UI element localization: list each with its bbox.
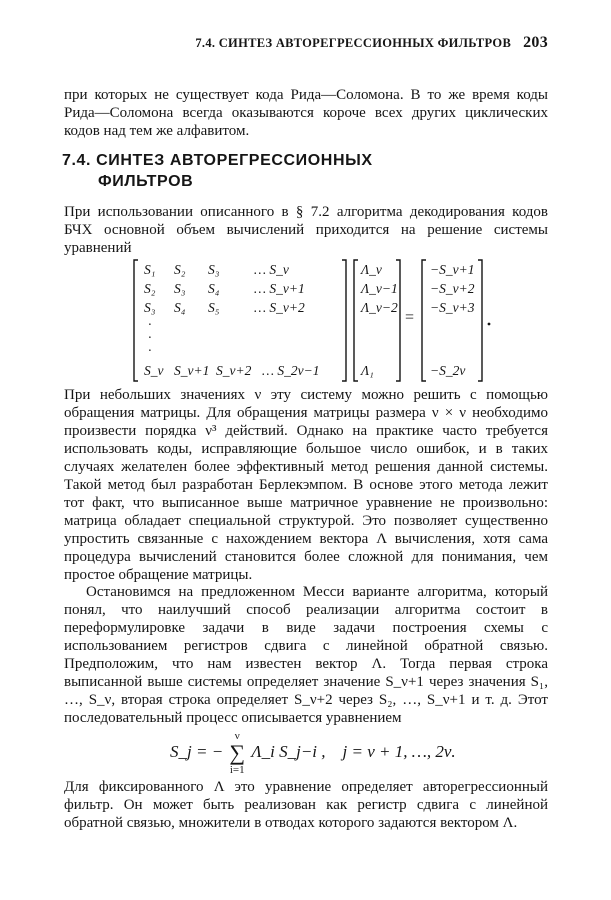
matrix-dot: · [148,330,152,345]
intro-paragraph: при которых не существует кода Рида—Соломона. В то же время коды Рида—Соломона всегда оказываются короче всех других циклических кодов над тем же алфавитом. [64,87,548,139]
matrix-cell: S_ν+1 [174,363,210,378]
lambda-entry: Λ_ν−2 [361,300,398,315]
matrix-cell: S₃ [208,262,220,277]
matrix-cell: S₅ [208,300,220,315]
sum-symbol: ν ∑ i=1 [229,730,246,776]
period-dot [488,323,491,326]
matrix-cell: … S_2ν−1 [262,363,320,378]
paragraph-1: При использовании описанного в § 7.2 алгоритма декодирования кодов БЧХ основной объем вычислений приходится на решение системы уравнений [64,204,548,256]
section-title-line2: ФИЛЬТРОВ [98,173,194,190]
paragraph-4: Для фиксированного Λ это уравнение определяет авторегрессионный фильтр. Он может быть реализован как регистр сдвига с линейной обратной связью, множители в отводах которого задаются вектором Λ. [64,779,548,831]
equation-range: j = ν + 1, …, 2ν. [342,741,456,761]
lambda-entry: Λ_ν [361,262,382,277]
page-number: 203 [523,34,548,51]
autoregression-equation [170,730,456,776]
matrix-cell: S₁ [144,262,156,277]
section-title-line1: СИНТЕЗ АВТОРЕГРЕССИОННЫХ [96,152,373,169]
matrix-cell: S₂ [174,262,186,277]
matrix-cell: S₄ [174,300,186,315]
matrix-cell: … S_ν [254,262,289,277]
rhs-entry: −S_ν+2 [430,281,475,296]
section-number: 7.4. [62,152,92,169]
lambda-entry: Λ₁ [361,363,374,378]
lambda-entry: Λ_ν−1 [361,281,398,296]
equation-body: Λ_i S_j−i , [251,741,326,761]
rhs-entry: −S_2ν [430,363,466,378]
matrix-cell: S₃ [144,300,156,315]
section-heading [62,150,373,192]
running-head-title: 7.4. СИНТЕЗ АВТОРЕГРЕССИОННЫХ ФИЛЬТРОВ [195,36,512,50]
matrix-cell: S_ν [144,363,164,378]
paragraph-3: Остановимся на предложенном Месси варианте алгоритма, который понял, что наилучший способ реализации алгоритма состоит в переформулировке задачи в виде задачи построения схемы с использованием регистров сдвига с линейной обратной связью. Предположим, что нам известен вектор Λ. Тогда первая строка выписанной выше системы определяет значение S_ν+1 через значения S₁, …, S_ν, вторая строка определяет S_ν+2 через S₂, …, S_ν+1 и т. д. Этот последовательный процесс описывается уравнением [64,584,548,726]
rhs-entry: −S_ν+1 [430,262,475,277]
matrix-cell: S₂ [144,281,156,296]
paragraph-2: При небольших значениях ν эту систему можно решить с помощью обращения матрицы. Для обращения матрицы размера ν × ν необходимо произвести порядка ν³ действий. Однако на практике часто требуется использовать коды, исправляющие большое число ошибок, и в таких случаях желателен более эффективный метод решения данной системы. Такой метод был разработан Берлекэмпом. В основе этого метода лежит тот факт, что выписанное выше матричное уравнение не произвольно: матрица обладает специальной структурой. Это позволяет существенно упростить связанные с нахождением вектора Λ вычисления, хотя сама процедура вычислений становится более сложной для понимания, чем простое обращение матрицы. [64,387,548,583]
matrix-cell: S₃ [174,281,186,296]
matrix-dot: · [148,343,152,358]
matrix-cell: … S_ν+2 [254,300,305,315]
matrix-cell: … S_ν+1 [254,281,305,296]
sum-top: ν [234,730,240,742]
running-head [64,34,548,52]
rhs-entry: −S_ν+3 [430,300,475,315]
matrix-equation [132,258,512,383]
matrix-dot: · [148,317,152,332]
sum-bottom: i=1 [229,764,245,776]
matrix-cell: S₄ [208,281,220,296]
equals-sign: = [405,309,415,326]
matrix-cell: S_ν+2 [216,363,252,378]
equation-lhs: S_j = − [170,741,224,761]
